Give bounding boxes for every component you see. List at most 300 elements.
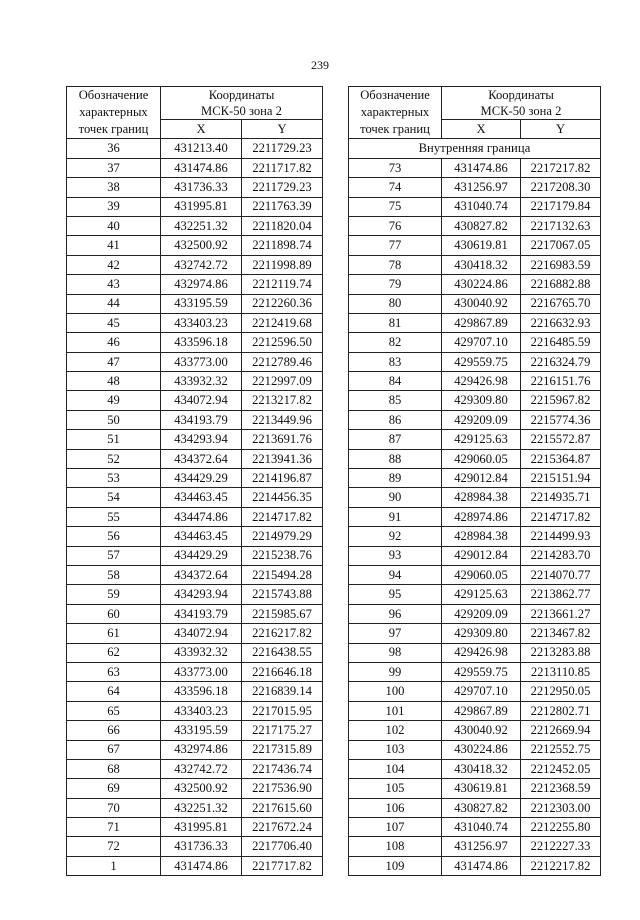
y-coordinate-cell: 2213217.82 — [242, 391, 323, 410]
x-coordinate-cell: 429559.75 — [442, 352, 521, 371]
y-coordinate-cell: 2212789.46 — [242, 352, 323, 371]
point-number-cell: 73 — [349, 158, 442, 177]
x-coordinate-cell: 433773.00 — [161, 352, 242, 371]
x-coordinate-cell: 431736.33 — [161, 837, 242, 856]
y-coordinate-cell: 2212217.82 — [521, 856, 601, 875]
table-row — [349, 236, 601, 255]
table-row — [67, 216, 323, 235]
point-number-cell: 36 — [67, 139, 161, 158]
x-coordinate-cell: 434372.64 — [161, 449, 242, 468]
y-coordinate-cell: 2216485.59 — [521, 333, 601, 352]
x-coordinate-cell: 431256.97 — [442, 837, 521, 856]
table-row — [349, 275, 601, 294]
x-coordinate-cell: 432974.86 — [161, 275, 242, 294]
x-coordinate-cell: 429012.84 — [442, 546, 521, 565]
x-coordinate-cell: 434193.79 — [161, 604, 242, 623]
table-row — [67, 372, 323, 391]
point-number-cell: 106 — [349, 798, 442, 817]
table-row — [349, 759, 601, 778]
point-number-cell: 39 — [67, 197, 161, 216]
table-row — [349, 313, 601, 332]
table-row — [67, 352, 323, 371]
y-coordinate-cell: 2217536.90 — [242, 779, 323, 798]
page-number: 239 — [311, 58, 329, 72]
table-row — [349, 740, 601, 759]
header-coords-line: Координаты — [208, 88, 275, 102]
table-row — [67, 255, 323, 274]
x-coordinate-cell: 434463.45 — [161, 488, 242, 507]
x-coordinate-cell: 429309.80 — [442, 624, 521, 643]
point-number-cell: 59 — [67, 585, 161, 604]
point-number-cell: 46 — [67, 333, 161, 352]
point-number-cell: 79 — [349, 275, 442, 294]
y-coordinate-cell: 2215494.28 — [242, 565, 323, 584]
x-coordinate-cell: 434429.29 — [161, 469, 242, 488]
point-number-cell: 54 — [67, 488, 161, 507]
y-coordinate-cell: 2212419.68 — [242, 313, 323, 332]
y-coordinate-cell: 2217132.63 — [521, 216, 601, 235]
x-coordinate-cell: 429867.89 — [442, 701, 521, 720]
y-coordinate-cell: 2212802.71 — [521, 701, 601, 720]
table-row — [67, 139, 323, 158]
y-coordinate-cell: 2217015.95 — [242, 701, 323, 720]
point-number-cell: 80 — [349, 294, 442, 313]
header-label-line: характерных — [79, 105, 148, 119]
table-row — [349, 158, 601, 177]
y-coordinate-cell: 2217615.60 — [242, 798, 323, 817]
y-coordinate-cell: 2216839.14 — [242, 682, 323, 701]
x-coordinate-cell: 429125.63 — [442, 585, 521, 604]
point-number-cell: 58 — [67, 565, 161, 584]
point-number-cell: 65 — [67, 701, 161, 720]
x-coordinate-cell: 433403.23 — [161, 701, 242, 720]
y-coordinate-cell: 2216151.76 — [521, 372, 601, 391]
header-label-line: характерных — [360, 105, 430, 119]
point-number-cell: 61 — [67, 624, 161, 643]
y-coordinate-cell: 2216646.18 — [242, 662, 323, 681]
point-number-cell: 93 — [349, 546, 442, 565]
table-row — [349, 178, 601, 197]
x-coordinate-cell: 431474.86 — [442, 856, 521, 875]
y-coordinate-cell: 2214196.87 — [242, 469, 323, 488]
x-coordinate-cell: 431736.33 — [161, 178, 242, 197]
y-coordinate-cell: 2213691.76 — [242, 430, 323, 449]
x-coordinate-cell: 429707.10 — [442, 333, 521, 352]
point-number-cell: 99 — [349, 662, 442, 681]
header-label-line: Обозначение — [78, 88, 149, 102]
table-row — [67, 624, 323, 643]
point-number-cell: 53 — [67, 469, 161, 488]
table-row — [67, 469, 323, 488]
x-coordinate-cell: 433596.18 — [161, 682, 242, 701]
point-number-cell: 67 — [67, 740, 161, 759]
y-coordinate-cell: 2212368.59 — [521, 779, 601, 798]
point-number-cell: 51 — [67, 430, 161, 449]
header-label-line: точек границ — [360, 122, 430, 136]
y-coordinate-cell: 2217179.84 — [521, 197, 601, 216]
y-coordinate-cell: 2212452.05 — [521, 759, 601, 778]
table-row — [67, 527, 323, 546]
table-row — [67, 507, 323, 526]
y-coordinate-cell: 2215774.36 — [521, 410, 601, 429]
table-row — [349, 197, 601, 216]
point-number-cell: 71 — [67, 818, 161, 837]
point-number-cell: 103 — [349, 740, 442, 759]
table-row — [349, 372, 601, 391]
table-row — [67, 759, 323, 778]
x-column-header: X — [442, 120, 521, 139]
point-number-cell: 66 — [67, 721, 161, 740]
header-coords-line: МСК-50 зона 2 — [480, 104, 562, 118]
y-coordinate-cell: 2216438.55 — [242, 643, 323, 662]
point-number-cell: 42 — [67, 255, 161, 274]
x-coordinate-cell: 429209.09 — [442, 604, 521, 623]
y-coordinate-cell: 2212552.75 — [521, 740, 601, 759]
table-row — [349, 469, 601, 488]
x-coordinate-cell: 430040.92 — [442, 294, 521, 313]
y-coordinate-cell: 2217436.74 — [242, 759, 323, 778]
table-row — [349, 352, 601, 371]
x-coordinate-cell: 429559.75 — [442, 662, 521, 681]
point-number-cell: 78 — [349, 255, 442, 274]
table-row — [349, 216, 601, 235]
table-row — [67, 662, 323, 681]
x-coordinate-cell: 432974.86 — [161, 740, 242, 759]
table-row — [349, 604, 601, 623]
y-coordinate-cell: 2215743.88 — [242, 585, 323, 604]
y-coordinate-cell: 2211820.04 — [242, 216, 323, 235]
header-coords-line: МСК-50 зона 2 — [201, 104, 282, 118]
point-number-cell: 98 — [349, 643, 442, 662]
table-row — [67, 313, 323, 332]
table-header — [349, 87, 601, 139]
table-row — [349, 430, 601, 449]
table-row — [349, 449, 601, 468]
table-row — [349, 721, 601, 740]
x-coordinate-cell: 429060.05 — [442, 565, 521, 584]
y-coordinate-cell: 2211729.23 — [242, 178, 323, 197]
x-coordinate-cell: 429012.84 — [442, 469, 521, 488]
x-coordinate-cell: 429309.80 — [442, 391, 521, 410]
x-coordinate-cell: 433195.59 — [161, 721, 242, 740]
y-coordinate-cell: 2216632.93 — [521, 313, 601, 332]
point-number-cell: 43 — [67, 275, 161, 294]
table-row — [67, 856, 323, 875]
x-coordinate-cell: 432742.72 — [161, 255, 242, 274]
y-coordinate-cell: 2211763.39 — [242, 197, 323, 216]
table-row — [349, 837, 601, 856]
table-row — [67, 410, 323, 429]
y-column-header: Y — [242, 120, 323, 139]
table-row — [67, 701, 323, 720]
point-number-cell: 70 — [67, 798, 161, 817]
x-coordinate-cell: 429125.63 — [442, 430, 521, 449]
section-row — [349, 139, 601, 158]
y-coordinate-cell: 2217208.30 — [521, 178, 601, 197]
table-row — [67, 740, 323, 759]
table-row — [67, 275, 323, 294]
point-number-cell: 40 — [67, 216, 161, 235]
x-coordinate-cell: 430827.82 — [442, 798, 521, 817]
point-number-cell: 68 — [67, 759, 161, 778]
table-row — [67, 798, 323, 817]
point-number-cell: 38 — [67, 178, 161, 197]
point-number-cell: 85 — [349, 391, 442, 410]
y-coordinate-cell: 2212596.50 — [242, 333, 323, 352]
y-coordinate-cell: 2213941.36 — [242, 449, 323, 468]
x-coordinate-cell: 430040.92 — [442, 721, 521, 740]
point-number-cell: 62 — [67, 643, 161, 662]
point-number-cell: 83 — [349, 352, 442, 371]
y-coordinate-cell: 2211729.23 — [242, 139, 323, 158]
table-row — [67, 643, 323, 662]
x-coordinate-cell: 429707.10 — [442, 682, 521, 701]
x-coordinate-cell: 434293.94 — [161, 585, 242, 604]
y-coordinate-cell: 2215238.76 — [242, 546, 323, 565]
coordinates-table-right — [348, 86, 601, 876]
x-coordinate-cell: 433932.32 — [161, 643, 242, 662]
x-coordinate-cell: 431474.86 — [442, 158, 521, 177]
x-coordinate-cell: 430224.86 — [442, 740, 521, 759]
y-coordinate-cell: 2212997.09 — [242, 372, 323, 391]
x-coordinate-cell: 432251.32 — [161, 216, 242, 235]
x-coordinate-cell: 429209.09 — [442, 410, 521, 429]
header-coords-line: Координаты — [488, 88, 554, 102]
x-coordinate-cell: 428984.38 — [442, 488, 521, 507]
point-number-cell: 57 — [67, 546, 161, 565]
y-coordinate-cell: 2215967.82 — [521, 391, 601, 410]
point-number-cell: 84 — [349, 372, 442, 391]
x-coordinate-cell: 432742.72 — [161, 759, 242, 778]
table-row — [67, 197, 323, 216]
y-coordinate-cell: 2212227.33 — [521, 837, 601, 856]
table-row — [67, 391, 323, 410]
y-coordinate-cell: 2212669.94 — [521, 721, 601, 740]
x-coordinate-cell: 431995.81 — [161, 197, 242, 216]
y-coordinate-cell: 2213661.27 — [521, 604, 601, 623]
table-row — [67, 721, 323, 740]
y-coordinate-cell: 2213467.82 — [521, 624, 601, 643]
x-coordinate-cell: 430619.81 — [442, 236, 521, 255]
point-label-header — [67, 87, 161, 139]
table-row — [349, 294, 601, 313]
x-coordinate-cell: 430619.81 — [442, 779, 521, 798]
y-coordinate-cell: 2217175.27 — [242, 721, 323, 740]
point-number-cell: 77 — [349, 236, 442, 255]
table-row — [349, 682, 601, 701]
x-coordinate-cell: 429426.98 — [442, 643, 521, 662]
point-number-cell: 72 — [67, 837, 161, 856]
table-row — [67, 818, 323, 837]
point-number-cell: 55 — [67, 507, 161, 526]
point-number-cell: 92 — [349, 527, 442, 546]
y-coordinate-cell: 2215985.67 — [242, 604, 323, 623]
x-coordinate-cell: 430418.32 — [442, 759, 521, 778]
y-coordinate-cell: 2216765.70 — [521, 294, 601, 313]
point-number-cell: 95 — [349, 585, 442, 604]
table-row — [67, 837, 323, 856]
table-row — [67, 779, 323, 798]
x-coordinate-cell: 434463.45 — [161, 527, 242, 546]
table-header — [67, 87, 323, 139]
table-row — [67, 430, 323, 449]
x-coordinate-cell: 434193.79 — [161, 410, 242, 429]
y-column-header: Y — [521, 120, 601, 139]
x-coordinate-cell: 434474.86 — [161, 507, 242, 526]
point-number-cell: 1 — [67, 856, 161, 875]
table-row — [349, 391, 601, 410]
y-coordinate-cell: 2217315.89 — [242, 740, 323, 759]
point-number-cell: 49 — [67, 391, 161, 410]
table-row — [349, 565, 601, 584]
x-coordinate-cell: 431256.97 — [442, 178, 521, 197]
coordinates-table-left — [66, 86, 323, 876]
y-coordinate-cell: 2216217.82 — [242, 624, 323, 643]
x-coordinate-cell: 433932.32 — [161, 372, 242, 391]
y-coordinate-cell: 2217672.24 — [242, 818, 323, 837]
y-coordinate-cell: 2212119.74 — [242, 275, 323, 294]
table-row — [67, 585, 323, 604]
x-coordinate-cell: 434072.94 — [161, 624, 242, 643]
coordinates-header — [161, 87, 323, 120]
x-coordinate-cell: 430224.86 — [442, 275, 521, 294]
point-number-cell: 102 — [349, 721, 442, 740]
x-column-header: X — [161, 120, 242, 139]
point-number-cell: 107 — [349, 818, 442, 837]
point-number-cell: 63 — [67, 662, 161, 681]
x-coordinate-cell: 434429.29 — [161, 546, 242, 565]
point-number-cell: 41 — [67, 236, 161, 255]
coordinates-header — [442, 87, 601, 120]
table-row — [67, 294, 323, 313]
x-coordinate-cell: 431040.74 — [442, 197, 521, 216]
table-row — [349, 624, 601, 643]
y-coordinate-cell: 2216882.88 — [521, 275, 601, 294]
y-coordinate-cell: 2215572.87 — [521, 430, 601, 449]
x-coordinate-cell: 432500.92 — [161, 236, 242, 255]
point-number-cell: 88 — [349, 449, 442, 468]
header-label-line: точек границ — [78, 122, 149, 136]
y-coordinate-cell: 2214499.93 — [521, 527, 601, 546]
point-number-cell: 45 — [67, 313, 161, 332]
table-row — [349, 410, 601, 429]
table-row — [349, 527, 601, 546]
y-coordinate-cell: 2215364.87 — [521, 449, 601, 468]
table-row — [349, 507, 601, 526]
point-number-cell: 101 — [349, 701, 442, 720]
point-number-cell: 89 — [349, 469, 442, 488]
x-coordinate-cell: 432251.32 — [161, 798, 242, 817]
x-coordinate-cell: 431995.81 — [161, 818, 242, 837]
table-row — [349, 255, 601, 274]
point-number-cell: 44 — [67, 294, 161, 313]
table-row — [349, 643, 601, 662]
table-row — [67, 546, 323, 565]
point-number-cell: 90 — [349, 488, 442, 507]
y-coordinate-cell: 2212255.80 — [521, 818, 601, 837]
x-coordinate-cell: 431474.86 — [161, 158, 242, 177]
x-coordinate-cell: 428974.86 — [442, 507, 521, 526]
y-coordinate-cell: 2215151.94 — [521, 469, 601, 488]
point-number-cell: 47 — [67, 352, 161, 371]
y-coordinate-cell: 2212950.05 — [521, 682, 601, 701]
x-coordinate-cell: 431213.40 — [161, 139, 242, 158]
x-coordinate-cell: 429867.89 — [442, 313, 521, 332]
point-number-cell: 105 — [349, 779, 442, 798]
point-number-cell: 108 — [349, 837, 442, 856]
point-number-cell: 48 — [67, 372, 161, 391]
point-number-cell: 52 — [67, 449, 161, 468]
y-coordinate-cell: 2217217.82 — [521, 158, 601, 177]
y-coordinate-cell: 2214070.77 — [521, 565, 601, 584]
y-coordinate-cell: 2211998.89 — [242, 255, 323, 274]
point-number-cell: 60 — [67, 604, 161, 623]
y-coordinate-cell: 2211717.82 — [242, 158, 323, 177]
x-coordinate-cell: 431474.86 — [161, 856, 242, 875]
y-coordinate-cell: 2212260.36 — [242, 294, 323, 313]
x-coordinate-cell: 434072.94 — [161, 391, 242, 410]
x-coordinate-cell: 430418.32 — [442, 255, 521, 274]
x-coordinate-cell: 429426.98 — [442, 372, 521, 391]
table-row — [67, 178, 323, 197]
y-coordinate-cell: 2212303.00 — [521, 798, 601, 817]
table-row — [67, 682, 323, 701]
y-coordinate-cell: 2216324.79 — [521, 352, 601, 371]
x-coordinate-cell: 433403.23 — [161, 313, 242, 332]
table-row — [349, 779, 601, 798]
point-number-cell: 96 — [349, 604, 442, 623]
point-number-cell: 100 — [349, 682, 442, 701]
y-coordinate-cell: 2214717.82 — [242, 507, 323, 526]
table-row — [67, 488, 323, 507]
point-number-cell: 91 — [349, 507, 442, 526]
y-coordinate-cell: 2214283.70 — [521, 546, 601, 565]
table-row — [349, 333, 601, 352]
x-coordinate-cell: 434372.64 — [161, 565, 242, 584]
point-number-cell: 104 — [349, 759, 442, 778]
point-number-cell: 56 — [67, 527, 161, 546]
y-coordinate-cell: 2217706.40 — [242, 837, 323, 856]
point-number-cell: 69 — [67, 779, 161, 798]
x-coordinate-cell: 433596.18 — [161, 333, 242, 352]
point-label-header — [349, 87, 442, 139]
y-coordinate-cell: 2211898.74 — [242, 236, 323, 255]
table-row — [67, 449, 323, 468]
section-title: Внутренняя граница — [349, 139, 601, 158]
x-coordinate-cell: 433195.59 — [161, 294, 242, 313]
x-coordinate-cell: 433773.00 — [161, 662, 242, 681]
y-coordinate-cell: 2214456.35 — [242, 488, 323, 507]
y-coordinate-cell: 2216983.59 — [521, 255, 601, 274]
x-coordinate-cell: 431040.74 — [442, 818, 521, 837]
point-number-cell: 64 — [67, 682, 161, 701]
header-label-line: Обозначение — [360, 88, 430, 102]
y-coordinate-cell: 2213110.85 — [521, 662, 601, 681]
point-number-cell: 87 — [349, 430, 442, 449]
y-coordinate-cell: 2214979.29 — [242, 527, 323, 546]
x-coordinate-cell: 430827.82 — [442, 216, 521, 235]
point-number-cell: 76 — [349, 216, 442, 235]
y-coordinate-cell: 2213283.88 — [521, 643, 601, 662]
point-number-cell: 82 — [349, 333, 442, 352]
y-coordinate-cell: 2214717.82 — [521, 507, 601, 526]
table-row — [349, 818, 601, 837]
x-coordinate-cell: 429060.05 — [442, 449, 521, 468]
table-row — [349, 488, 601, 507]
point-number-cell: 94 — [349, 565, 442, 584]
point-number-cell: 50 — [67, 410, 161, 429]
table-row — [349, 585, 601, 604]
